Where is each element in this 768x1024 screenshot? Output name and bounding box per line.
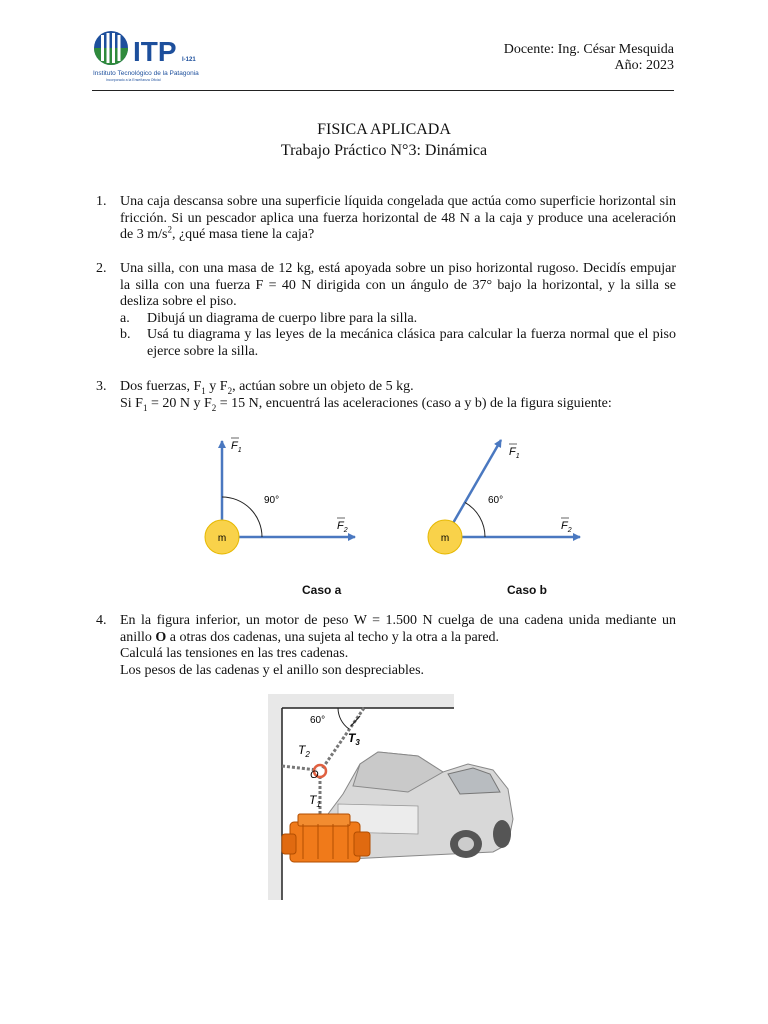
itp-logo (92, 30, 202, 88)
logo-text: ITP (133, 36, 177, 67)
page-subtitle: Trabajo Práctico N°3: Dinámica (280, 142, 488, 159)
header-info (504, 42, 674, 74)
case-a-angle-label: 90° (264, 495, 280, 506)
t1-label: $T_1$ (309, 793, 321, 809)
case-b-angle-arc (465, 502, 485, 537)
question-1 (96, 194, 676, 244)
sub-item-b: b. Usá tu diagrama y las leyes de la mecánica clásica para calcular la fuerza normal que el piso ejerce sobre la silla. (120, 327, 676, 359)
header-divider (92, 90, 674, 91)
question-2 (96, 261, 676, 360)
force-diagrams (0, 425, 768, 585)
case-a-diagram (205, 438, 355, 554)
question-text-2: Si $F_1 = 20$ N y $F_2 = 15$ N, encuentrá las aceleraciones (caso a y b) de la figura siguiente: (120, 395, 612, 413)
case-b-f2-label: $F_2$ (561, 520, 572, 534)
question-number: 4. (96, 613, 107, 628)
t3-label: $T_3$ (348, 731, 360, 747)
sub-item-a: a. Dibujá un diagrama de cuerpo libre para la silla. (120, 310, 418, 326)
ceiling (268, 694, 454, 708)
wall (268, 694, 282, 900)
question-number: 3. (96, 379, 107, 394)
question-text-3: Los pesos de las cadenas y el anillo son despreciables. (120, 662, 425, 678)
case-b-mass-label: m (440, 533, 450, 544)
case-a-f2-label: $F_2$ (337, 520, 348, 534)
t2-label: $T_2$ (298, 743, 310, 759)
engine-chains-figure (268, 694, 518, 900)
case-b-diagram (428, 440, 580, 554)
t3-arrow (351, 716, 360, 726)
case-b-f1-label: $F_1$ (509, 446, 520, 460)
case-a-mass-label: m (217, 533, 227, 544)
angle-label: 60° (310, 715, 326, 726)
question-text-2: Calculá las tensiones en las tres cadenas. (120, 646, 349, 661)
question-text: Una caja descansa sobre una superficie líquida congelada que actúa como superficie horizontal sin fricción. Si un pescador aplica una fuerza horizontal de 48 N a la caja y produce una aceleración de 3 $m/s^2$, ¿qué masa tiene la caja? (120, 194, 676, 242)
angle-arc (338, 708, 349, 729)
question-number: 1. (96, 194, 107, 209)
year: Año: 2023 (614, 58, 674, 73)
question-text: En la figura inferior, un motor de peso W = 1.500 N cuelga de una cadena unida mediante un anillo O a otras dos cadenas, una sujeta al techo y la otra a la pared. (120, 613, 676, 645)
question-4 (96, 613, 676, 679)
question-text: Una silla, con una masa de 12 kg, está apoyada sobre un piso horizontal rugoso. Decidís empujar la silla con una fuerza F = 40 N dirigida con un ángulo de 37° bajo la horizontal, y la silla se desliza sobre el piso. (120, 261, 676, 309)
logo-institute: Instituto Tecnológico de la Patagonia (93, 70, 199, 77)
logo-code: I-121 (182, 57, 196, 63)
case-b-label: Caso b (507, 583, 548, 597)
question-text: Dos fuerzas, $F_1$ y $F_2$, actúan sobre un objeto de 5 kg. (120, 379, 414, 396)
teacher-name: Docente: Ing. César Mesquida (503, 42, 674, 57)
ring-label: O (310, 769, 319, 781)
logo-institute-sub: Incorporado a la Enseñanza Oficial (106, 78, 161, 82)
case-b-angle-label: 60° (488, 495, 504, 506)
case-a-f1-label: $F_1$ (231, 440, 242, 454)
question-3 (96, 379, 676, 412)
case-a-label: Caso a (302, 583, 342, 597)
page-title: FISICA APLICADA (317, 121, 451, 138)
logo-emblem-icon (94, 31, 128, 65)
question-number: 2. (96, 261, 107, 276)
